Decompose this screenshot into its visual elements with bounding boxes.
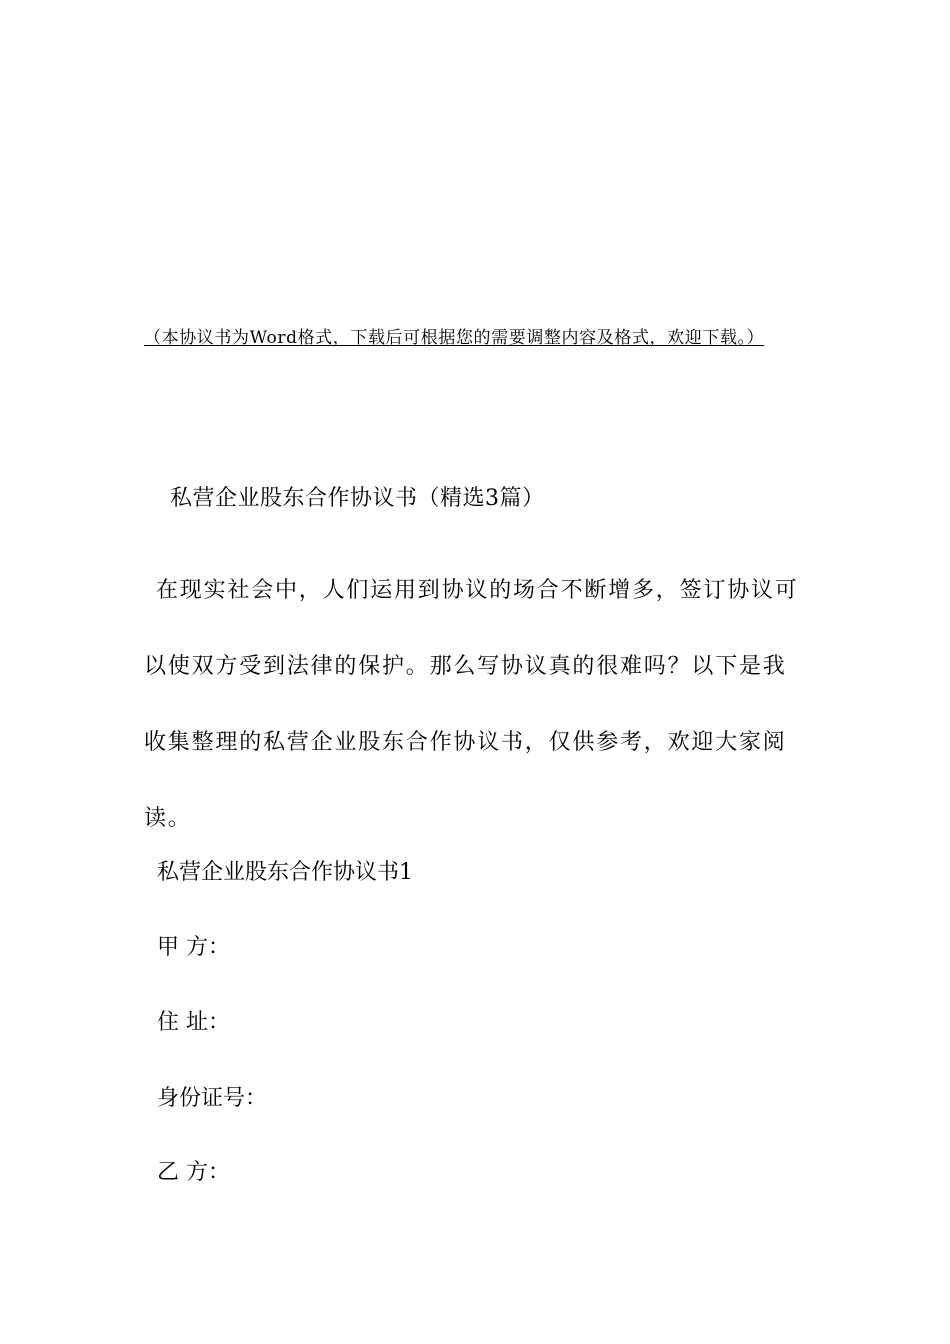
field-id-number: 身份证号： [157,1086,268,1111]
document-title: 私营企业股东合作协议书（精选3篇） [170,486,545,511]
field-address: 住 址： [157,1010,230,1035]
field-party-b: 乙 方： [157,1160,230,1185]
intro-paragraph: 在现实社会中，人们运用到协议的场合不断增多，签订协议可以使双方受到法律的保护。那么写协议真的很难吗？以下是我收集整理的私营企业股东合作协议书，仅供参考，欢迎大家阅读。 [144,578,799,831]
download-notice: （本协议书为Word格式，下载后可根据您的需要调整内容及格式，欢迎下载。） [144,328,765,348]
field-party-a: 甲 方： [157,935,230,960]
section-title: 私营企业股东合作协议书1 [157,860,413,885]
